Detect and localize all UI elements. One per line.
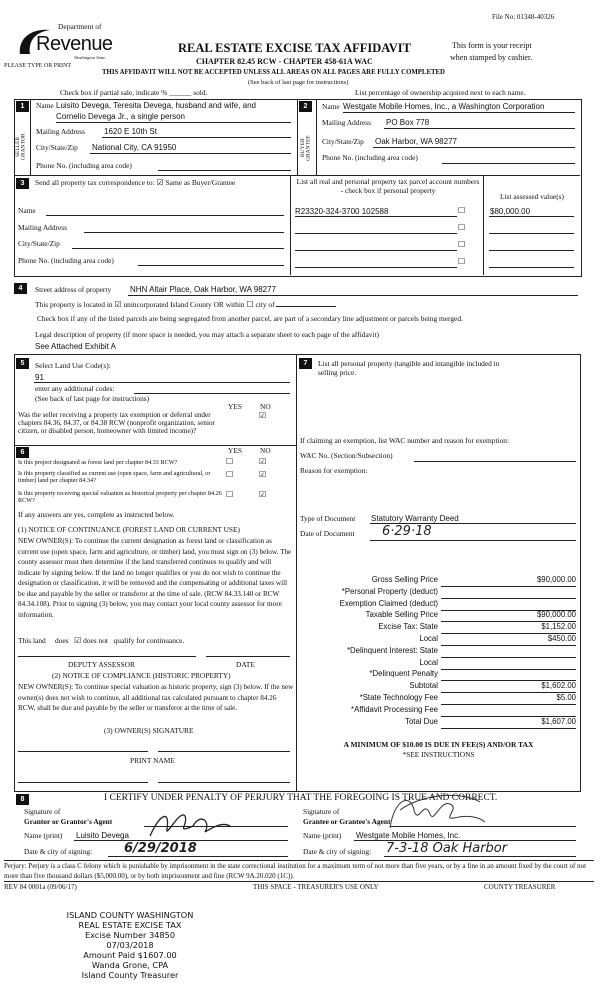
county-treasurer-label: COUNTY TREASURER <box>484 883 556 891</box>
logo-department: Department of <box>58 22 102 31</box>
underline <box>343 112 575 113</box>
land-use-code[interactable]: 91 <box>35 373 44 382</box>
divider <box>14 175 580 176</box>
underline <box>442 163 575 164</box>
fee-label: *Personal Property (deduct) <box>341 586 438 596</box>
qualify-label: qualify for continuance. <box>113 636 185 645</box>
current-use-no-checkbox[interactable]: ☑ <box>259 470 267 479</box>
assessed-field-3[interactable] <box>489 250 574 251</box>
form-title: REAL ESTATE EXCISE TAX AFFIDAVIT <box>178 41 411 55</box>
fee-underline <box>441 657 576 658</box>
same-as-buyer-checkbox[interactable]: ☑ <box>156 178 164 187</box>
ownership-note: List percentage of ownership acquired next to each name. <box>355 88 526 97</box>
owner-signature-label: (3) OWNER(S) SIGNATURE <box>104 726 194 735</box>
parcel-field-4[interactable] <box>295 267 457 268</box>
notice-continuance-title: (1) NOTICE OF CONTINUANCE (FOREST LAND OR CURRENT USE) <box>18 525 240 534</box>
grantee-date-label: Date & city of signing: <box>303 847 372 856</box>
treasurer-use-label: THIS SPACE - TREASURER'S USE ONLY <box>253 883 379 891</box>
divider <box>4 881 594 882</box>
seller-grantor-label: SELLER GRANTOR <box>15 133 27 161</box>
fee-label: *Affidavit Processing Fee <box>351 704 438 714</box>
grantee-signature <box>380 790 490 834</box>
divider <box>580 354 581 792</box>
forest-land-question: Is this project designated as forest land per chapter 84.33 RCW? <box>18 459 178 466</box>
buyer-grantee-label: BUYER GRANTEE <box>300 135 312 161</box>
section-1-number: 1 <box>16 101 29 112</box>
parcel-header: List all real and personal property tax parcel account numbers - check box if personal property <box>296 177 480 195</box>
property-street-address[interactable]: NHN Altair Place, Oak Harbor, WA 98277 <box>130 285 276 294</box>
section-8-number: 8 <box>16 794 29 805</box>
fee-label: *Delinquent Penalty <box>369 669 438 679</box>
seller-city-label: City/State/Zip <box>36 143 78 152</box>
doc-type-label: Type of Document <box>300 514 356 523</box>
seller-name-line1[interactable]: Luisito Devega, Teresita Devega, husband and wife, and <box>56 101 256 110</box>
fee-underline <box>441 598 576 599</box>
grantee-name[interactable]: Westgate Mobile Homes, Inc. <box>356 831 461 840</box>
section-5-number: 5 <box>16 358 29 369</box>
stamp-treasurer-name: Wanda Grone, CPA <box>91 960 169 970</box>
fee-value[interactable]: $450.00 <box>547 634 576 643</box>
grantee-date[interactable]: 7-3-18 Oak Harbor <box>386 841 508 856</box>
divider <box>14 354 580 355</box>
underline <box>384 128 575 129</box>
notice-compliance-body: NEW OWNER(S): To continue special valuation as historic property, sign (3) below. If the new owner(s) does not wish to continue, all additional tax calculated pursuant to chapter 84.26 RCW, shall be due and payable by the seller or transferor at the time of sale. <box>18 683 294 712</box>
fee-value[interactable]: $1,602.00 <box>541 681 576 691</box>
owner-signature-field-2[interactable] <box>158 751 290 752</box>
current-use-yes-checkbox[interactable]: ☐ <box>226 470 234 479</box>
segregated-note: Check box if any of the listed parcels are being segregated from another parcel, are part of a secondary line adjustment or parcels being merged. <box>37 314 463 323</box>
exemption-no-checkbox[interactable]: ☑ <box>259 411 267 420</box>
historical-yes-checkbox[interactable]: ☐ <box>226 490 234 499</box>
grantor-date-label: Date & city of signing: <box>24 847 93 856</box>
seller-phone-label: Phone No. (including area code) <box>36 161 132 170</box>
please-type: PLEASE TYPE OR PRINT <box>4 63 72 69</box>
seller-mailing-address[interactable]: 1620 E 10th St <box>104 127 157 136</box>
personal-property-checkbox-1[interactable]: ☐ <box>458 206 466 215</box>
unincorporated-checkbox[interactable]: ☑ <box>114 300 122 309</box>
fee-label: *State Technology Fee <box>359 693 438 702</box>
historical-no-checkbox[interactable]: ☑ <box>259 490 267 499</box>
fee-underline <box>441 669 576 670</box>
city-checkbox[interactable]: ☐ <box>246 300 254 309</box>
legal-description-label: Legal description of property (if more space is needed, you may attach a separate sheet to each page of the affidavit) <box>35 330 379 339</box>
grantee-sig-label2: Grantee or Grantee's Agent <box>303 817 391 826</box>
city-field[interactable] <box>276 306 336 307</box>
logo-revenue: Revenue <box>36 33 113 55</box>
deputy-assessor-signature-field[interactable] <box>18 656 196 657</box>
if-yes-note: If any answers are yes, complete as instructed below. <box>18 510 175 519</box>
see-instructions: *SEE INSTRUCTIONS <box>402 750 475 759</box>
divider <box>290 175 291 275</box>
corr-phone-field[interactable] <box>138 265 284 266</box>
fee-label: Local <box>419 634 438 643</box>
file-number: File No: 01348-40326 <box>492 13 555 21</box>
treasurer-stamp <box>50 910 210 980</box>
fee-value[interactable]: $90,000.00 <box>536 575 576 584</box>
wac-field[interactable] <box>414 461 576 462</box>
current-use-question: Is this property classified as current use (open space, farm and agricultural, or timber) land per chapter 84.34? <box>18 470 211 485</box>
fee-underline <box>441 586 576 587</box>
seller-name-line2[interactable]: Cornelio Devega Jr., a single person <box>56 112 185 121</box>
fee-label: Exemption Claimed (deduct) <box>339 598 438 608</box>
section-3-number: 3 <box>16 178 29 189</box>
additional-codes-label: enter any additional codes: <box>35 384 115 393</box>
wac-label: WAC No. (Section/Subsection) <box>300 451 393 460</box>
deputy-assessor-label: DEPUTY ASSESSOR <box>68 660 135 669</box>
assessed-field-2[interactable] <box>489 233 574 234</box>
assessed-field-4[interactable] <box>489 267 574 268</box>
logo-state: Washington State <box>74 55 106 60</box>
assessor-date-label: DATE <box>236 660 255 669</box>
fee-value[interactable]: $90,000.00 <box>536 610 576 620</box>
buyer-mailing-label: Mailing Address <box>322 118 372 127</box>
underline <box>34 382 290 383</box>
fee-label: Local <box>419 657 438 667</box>
divider <box>483 175 484 275</box>
land-use-see-back: (See back of last page for instructions) <box>35 394 150 403</box>
continuance-line <box>18 636 184 646</box>
grantee-name-label: Name (print) <box>303 831 342 840</box>
seller-mailing-label: Mailing Address <box>36 127 86 136</box>
underline <box>102 137 291 138</box>
section-7-number: 7 <box>299 358 312 369</box>
form-revision: REV 84 0001a (09/06/17) <box>4 883 77 891</box>
see-back: (See back of last page for instructions) <box>248 79 349 86</box>
buyer-city-label: City/State/Zip <box>322 137 364 146</box>
no-header-6: NO <box>260 446 271 455</box>
personal-property-checkbox-2[interactable]: ☐ <box>458 223 466 232</box>
divider <box>14 445 296 446</box>
parcel-number-1[interactable]: R23320-324-3700 102588 <box>295 207 389 216</box>
yes-header-6: YES <box>228 446 242 455</box>
corr-phone-label: Phone No. (including area code) <box>18 256 114 265</box>
corr-mailing-label: Mailing Address <box>18 223 68 232</box>
doc-date[interactable]: 6·29·18 <box>382 524 432 539</box>
underline <box>295 216 457 217</box>
same-as-buyer-label: Same as Buyer/Grantee <box>165 178 236 187</box>
perjury-notice: Perjury: Perjury is a class C felony which is punishable by imprisonment in the state correctional institution for a maximum term of not more than five years, or by a fine in an amount fixed by the court of not more than five thousand dollars ($5,000.00), or by both imprisonment and fine (RCW 9A.20.020 (1C)). <box>4 862 587 880</box>
fee-label: Excise Tax: State <box>378 622 438 632</box>
legal-description[interactable]: See Attached Exhibit A <box>35 342 116 351</box>
send-label: Send all property tax correspondence to: <box>35 178 155 187</box>
assessor-date-field[interactable] <box>206 656 290 657</box>
fee-underline <box>441 704 576 705</box>
buyer-name-label: Name <box>322 102 340 111</box>
personal-property-checkbox-3[interactable]: ☐ <box>458 240 466 249</box>
form-chapter: CHAPTER 82.45 RCW - CHAPTER 458-61A WAC <box>196 57 373 66</box>
underline <box>384 856 576 857</box>
divider <box>296 354 297 792</box>
exemption-instructions: If claiming an exemption, list WAC number and reason for exemption: <box>300 436 510 445</box>
doc-date-label: Date of Document <box>300 529 355 538</box>
this-land-label: This land <box>18 636 46 645</box>
owner-signature-field-1[interactable] <box>18 751 148 752</box>
corr-city-label: City/State/Zip <box>18 239 60 248</box>
forest-no-checkbox[interactable]: ☑ <box>259 457 267 466</box>
section-4-number: 4 <box>14 283 27 294</box>
divider <box>14 354 15 792</box>
notice-compliance-title: (2) NOTICE OF COMPLIANCE (HISTORIC PROPERTY) <box>52 671 231 680</box>
print-name-field-2[interactable] <box>158 782 290 783</box>
corr-city-field[interactable] <box>72 248 284 249</box>
section-2-number: 2 <box>299 101 312 112</box>
correspondence-label <box>35 178 235 188</box>
additional-codes-field[interactable] <box>134 393 290 394</box>
buyer-name[interactable]: Westgate Mobile Homes, Inc., a Washington Corporation <box>343 102 545 111</box>
receipt-note-2: when stamped by cashier. <box>450 53 533 62</box>
grantor-sig-label2: Grantor or Grantor's Agent <box>24 817 113 826</box>
underline <box>370 540 576 541</box>
parcel-field-2[interactable] <box>295 233 457 234</box>
doc-type[interactable]: Statutory Warranty Deed <box>371 514 459 523</box>
does-not-checkbox[interactable]: ☑ <box>74 636 82 645</box>
fee-underline <box>441 728 576 729</box>
fee-label: Taxable Selling Price <box>365 610 438 620</box>
stamp-date: 07/03/2018 <box>106 940 154 950</box>
underline <box>489 216 574 217</box>
fee-label: Total Due <box>405 716 438 726</box>
personal-property-label: List all personal property (tangible and intangible included in selling price. <box>318 359 500 377</box>
does-not-label: does not <box>83 636 108 645</box>
fee-label: Subtotal <box>409 681 438 691</box>
print-name-field-1[interactable] <box>18 782 148 783</box>
buyer-mailing-address[interactable]: PO Box 778 <box>386 118 430 127</box>
location-line <box>35 300 336 310</box>
stamp-line: Island County Treasurer <box>81 970 179 980</box>
forest-yes-checkbox[interactable]: ☐ <box>226 457 234 466</box>
yes-header: YES <box>228 402 242 411</box>
stamp-line: ISLAND COUNTY WASHINGTON <box>66 910 194 920</box>
assessed-header: List assessed value(s) <box>499 192 565 201</box>
historical-question: Is this property receiving special valuation as historical property per chapter 84.26 RCW? <box>18 490 222 505</box>
divider <box>316 99 317 175</box>
underline <box>128 295 578 296</box>
seller-name-label: Name <box>36 101 54 110</box>
underline <box>158 170 291 171</box>
buyer-phone-label: Phone No. (including area code) <box>322 153 418 162</box>
divider <box>30 99 31 175</box>
certify-statement: I CERTIFY UNDER PENALTY OF PERJURY THAT THE FOREGOING IS TRUE AND CORRECT. <box>104 793 498 803</box>
buyer-city[interactable]: Oak Harbor, WA 98277 <box>375 137 457 146</box>
fee-label: Gross Selling Price <box>371 575 438 584</box>
land-use-label: Select Land Use Code(s): <box>35 361 111 370</box>
stamp-excise-number: Excise Number 34850 <box>84 930 176 940</box>
fee-value[interactable]: $1,152.00 <box>541 622 576 632</box>
grantor-signature <box>145 804 235 844</box>
grantor-name-label: Name (print) <box>24 831 63 840</box>
underline <box>56 122 291 123</box>
does-label: does <box>54 636 69 645</box>
exemption-question: Was the seller receiving a property tax exemption or deferral under chapters 84.36, 84.37, or 84.38 RCW (nonprofit organization, senior citizen, or disabled person, homeowner with limited income)? <box>18 411 215 435</box>
unincorporated-label: unincorporated Island County OR within <box>123 300 245 309</box>
print-name-label: PRINT NAME <box>130 756 175 765</box>
parcel-field-3[interactable] <box>295 250 457 251</box>
underline <box>108 856 288 857</box>
grantor-name[interactable]: Luisito Devega <box>76 831 129 840</box>
street-label: Street address of property <box>35 285 112 294</box>
corr-name-label: Name <box>18 206 36 215</box>
warning-text: THIS AFFIDAVIT WILL NOT BE ACCEPTED UNLESS ALL AREAS ON ALL PAGES ARE FULLY COMPLETED <box>102 69 445 76</box>
corr-name-field[interactable] <box>46 215 284 216</box>
personal-property-checkbox-4[interactable]: ☐ <box>458 257 466 266</box>
grantee-sig-label1: Signature of <box>303 807 340 816</box>
underline <box>373 147 575 148</box>
fee-label: *Delinquent Interest: State <box>346 645 438 655</box>
fee-underline <box>441 645 576 646</box>
reason-label: Reason for exemption: <box>300 466 368 475</box>
corr-mailing-field[interactable] <box>84 232 284 233</box>
grantor-sig-label1: Signature of <box>24 807 61 816</box>
fee-value[interactable]: $5.00 <box>556 693 576 702</box>
assessed-value-1[interactable]: $80,000.00 <box>490 207 531 216</box>
notice-continuance-body: NEW OWNER(S): To continue the current designation as forest land or classification as current use (open space, farm and agriculture, or timber) land, you must sign on (3) below. The county assessor must then determine if the land transferred continues to qualify and will indicate by signing below. If the land no longer qualifies or you do not wish to continue the designation or classification, it will be removed and the compensating or additional taxes will be due and payable by the seller or transferor at the time of sale. (RCW 84.33.140 or RCW 84.34.108). Prior to signing (3) below, you may contact your local county assessor for more information. <box>18 537 292 619</box>
no-header: NO <box>260 402 271 411</box>
underline <box>90 153 291 154</box>
grantor-date[interactable]: 6/29/2018 <box>124 841 197 856</box>
fee-value[interactable]: $1,607.00 <box>541 716 576 726</box>
partial-sale: Check box if partial sale, indicate % ______ sold. <box>60 88 208 97</box>
minimum-due-note: A MINIMUM OF $10.00 IS DUE IN FEE(S) AND/OR TAX <box>343 740 534 749</box>
city-label: city of <box>255 300 275 309</box>
located-text: This property is located in <box>35 300 113 309</box>
divider <box>4 860 594 861</box>
divider <box>297 99 298 175</box>
receipt-note-1: This form is your receipt <box>452 41 532 50</box>
stamp-line: REAL ESTATE EXCISE TAX <box>78 920 182 930</box>
seller-city[interactable]: National City, CA 91950 <box>92 143 177 152</box>
section-6-number: 6 <box>16 447 29 458</box>
divider <box>14 791 580 792</box>
stamp-amount-paid: Amount Paid $1607.00 <box>83 950 177 960</box>
